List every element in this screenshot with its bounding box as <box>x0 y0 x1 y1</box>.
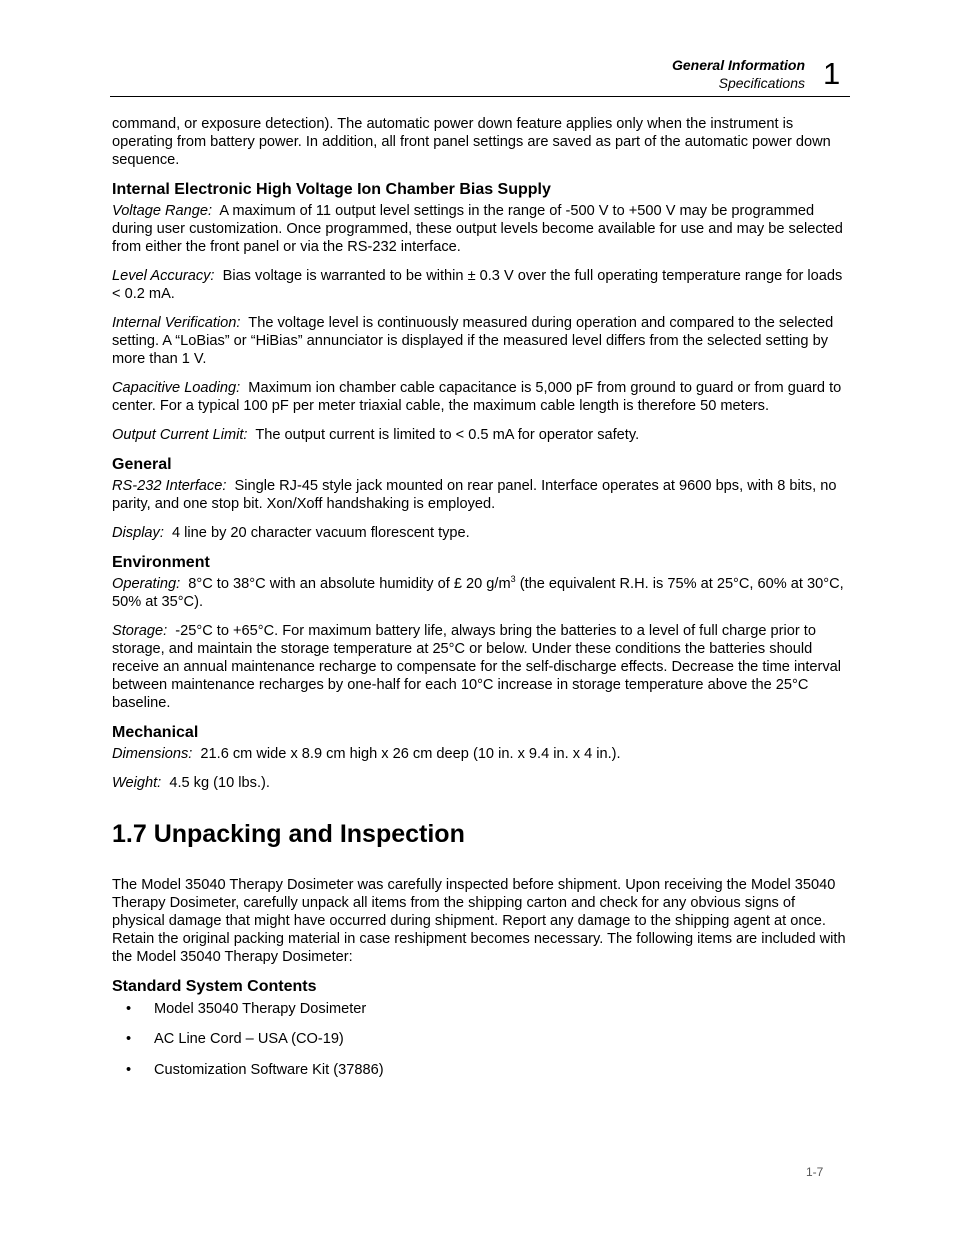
spec-weight <box>112 774 847 792</box>
spec-voltage-range <box>112 202 847 256</box>
environment-heading: Environment <box>112 554 210 571</box>
spec-capacitive-loading <box>112 379 847 415</box>
running-header-subtitle: Specifications <box>718 75 805 91</box>
spec-label: Level Accuracy: <box>112 268 215 284</box>
spec-text: The output current is limited to < 0.5 mA for operator safety. <box>255 427 640 443</box>
bullet: • <box>126 1061 132 1078</box>
spec-display <box>112 524 847 542</box>
spec-label: Internal Verification: <box>112 315 241 331</box>
spec-operating <box>112 575 847 611</box>
mechanical-heading: Mechanical <box>112 724 199 741</box>
spec-label: Voltage Range: <box>112 203 213 219</box>
list-item-text: Model 35040 Therapy Dosimeter <box>154 1001 367 1017</box>
unpacking-paragraph: The Model 35040 Therapy Dosimeter was carefully inspected before shipment. Upon receiving the Model 35040 Therapy Dosimeter, carefully unpack all items from the shipping carton and check for any obvious signs of physical damage that might have occurred during shipment. Report any damage to the shipping agent at once. Retain the original packing material in case reshipment becomes necessary. The following items are included with the Model 35040 Therapy Dosimeter: <box>112 877 846 965</box>
spec-text: Maximum ion chamber cable capacitance is 5,000 pF from ground to guard or from guard to center. For a typical 100 pF per meter triaxial cable, the maximum cable length is therefore 50 meters. <box>112 380 842 414</box>
chapter-number: 1 <box>823 56 841 91</box>
spec-label: Weight: <box>112 775 162 791</box>
spec-label: RS-232 Interface: <box>112 478 227 494</box>
spec-text: (the equivalent R.H. is 75% at 25°C, 60% at 30°C, 50% at 35°C). <box>112 576 844 610</box>
spec-text: A maximum of 11 output level settings in the range of -500 V to +500 V may be programmed during user customization. Once programmed, these output levels become available for use and may be selected from either the front panel or via the RS-232 interface. <box>112 203 843 255</box>
list-item <box>112 1030 847 1048</box>
spec-label: Storage: <box>112 623 168 639</box>
unpacking-section-heading: 1.7 Unpacking and Inspection <box>112 820 465 848</box>
bullet: • <box>126 1031 132 1048</box>
bullet: • <box>126 1001 132 1017</box>
spec-storage <box>112 622 847 712</box>
spec-text: 21.6 cm wide x 8.9 cm high x 26 cm deep (10 in. x 9.4 in. x 4 in.). <box>200 746 621 762</box>
spec-text: 4.5 kg (10 lbs.). <box>169 775 270 791</box>
spec-label: Output Current Limit: <box>112 427 248 443</box>
contents-list <box>112 1000 847 1079</box>
spec-label: Display: <box>112 525 164 541</box>
spec-internal-verification <box>112 314 847 368</box>
spec-text: 4 line by 20 character vacuum florescent type. <box>172 525 470 541</box>
spec-text: The voltage level is continuously measured during operation and compared to the selected setting. A “LoBias” or “HiBias” annunciator is displayed if the measured level differs from the selected setting by more than 1 V. <box>112 315 834 367</box>
header-rule <box>110 96 850 97</box>
spec-label: Dimensions: <box>112 746 193 762</box>
list-item <box>112 1061 847 1079</box>
spec-output-current-limit <box>112 426 847 444</box>
continuation-paragraph: command, or exposure detection). The automatic power down feature applies only when the instrument is operating from battery power. In addition, all front panel settings are saved as part of the automatic power down sequence. <box>112 116 831 168</box>
spec-text: -25°C to +65°C. For maximum battery life, always bring the batteries to a level of full charge prior to storage, and maintain the storage temperature at 25°C or below. Under these conditions the batteries should receive an annual maintenance recharge to compensate for the self-discharge effects. Decrease the time interval between maintenance recharges by one-half for each 10°C increase in storage temperature above the 25°C baseline. <box>112 623 842 711</box>
bias-supply-heading: Internal Electronic High Voltage Ion Chamber Bias Supply <box>112 181 551 198</box>
spec-dimensions <box>112 745 847 763</box>
spec-text: Single RJ-45 style jack mounted on rear panel. Interface operates at 9600 bps, with 8 bits, no parity, and one stop bit. Xon/Xoff handshaking is employed. <box>112 478 837 512</box>
page-body <box>112 115 847 1091</box>
spec-text: 8°C to 38°C with an absolute humidity of £ 20 g/m <box>188 576 511 592</box>
list-item <box>112 1000 847 1018</box>
superscript: 3 <box>510 574 516 585</box>
general-heading: General <box>112 456 172 473</box>
spec-text: Bias voltage is warranted to be within ± 0.3 V over the full operating temperature range for loads < 0.2 mA. <box>112 268 843 302</box>
running-header-title: General Information <box>671 57 805 73</box>
contents-heading: Standard System Contents <box>112 978 317 995</box>
spec-rs232-interface <box>112 477 847 513</box>
page-number: 1-7 <box>806 1165 824 1179</box>
list-item-text: Customization Software Kit (37886) <box>154 1061 384 1078</box>
spec-label: Capacitive Loading: <box>112 380 241 396</box>
spec-label: Operating: <box>112 576 181 592</box>
spec-level-accuracy <box>112 267 847 303</box>
list-item-text: AC Line Cord – USA (CO-19) <box>154 1031 344 1048</box>
